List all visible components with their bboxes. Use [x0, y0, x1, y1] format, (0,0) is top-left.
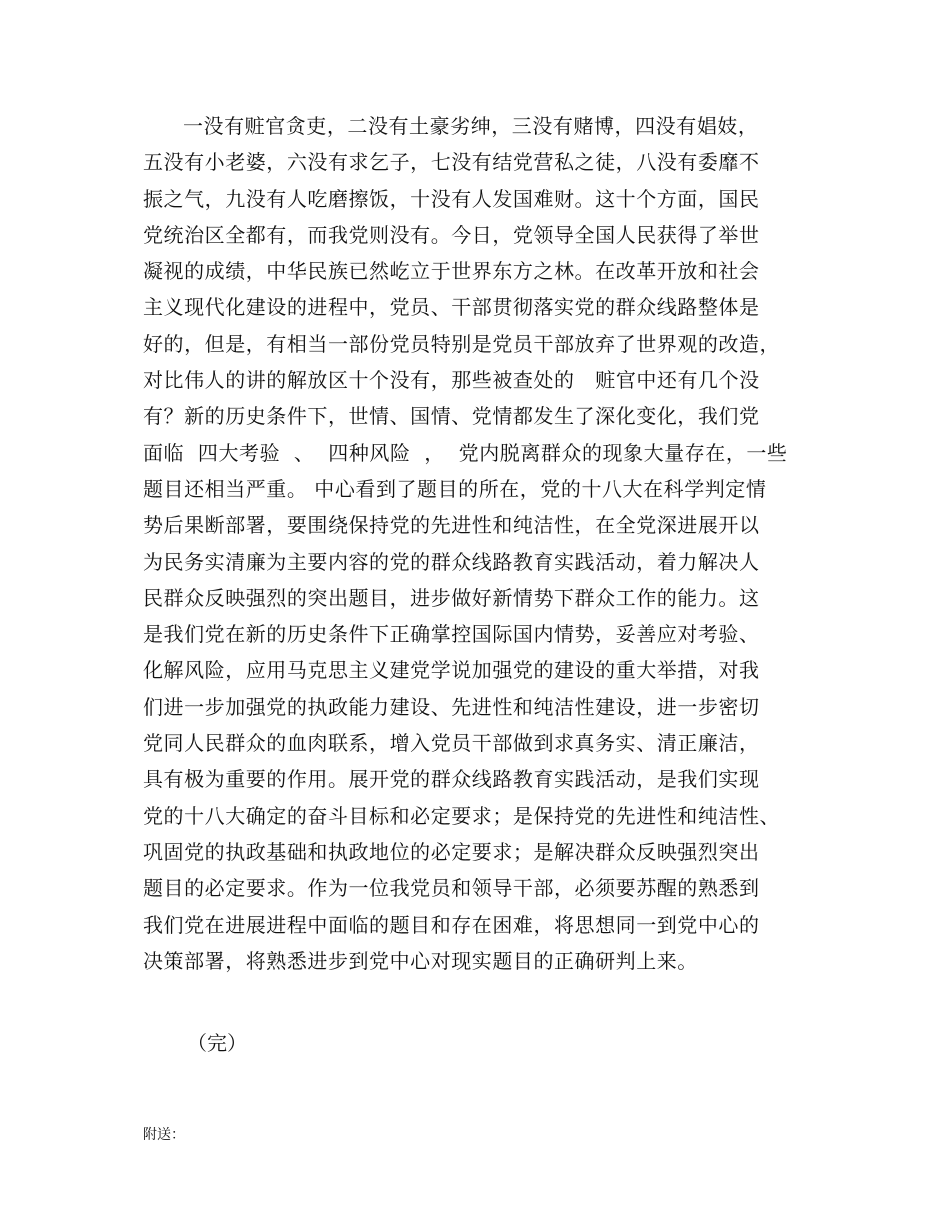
text-line: 化解风险，应用马克思主义建党学说加强党的建设的重大举措，对我 — [143, 658, 760, 683]
text-line: 巩固党的执政基础和执政地位的必定要求；是解决群众反映强烈突出 — [143, 839, 760, 864]
closing-mark: （完） — [187, 1031, 247, 1055]
text-line: 对比伟人的讲的解放区十个没有，那些被查处的 赃官中还有几个没 — [143, 368, 760, 393]
text-line: 是我们党在新的历史条件下正确掌控国际国内情势，妥善应对考验、 — [143, 622, 760, 647]
text-line: 具有极为重要的作用。展开党的群众线路教育实践活动，是我们实现 — [143, 767, 760, 792]
text-line: 五没有小老婆，六没有求乞子，七没有结党营私之徒，八没有委靡不 — [143, 150, 760, 175]
text-line: 党同人民群众的血肉联系，增入党员干部做到求真务实、清正廉洁， — [143, 731, 760, 756]
text-line: 党的十八大确定的奋斗目标和必定要求；是保持党的先进性和纯洁性、 — [143, 803, 781, 828]
text-line: 好的，但是，有相当一部份党员特别是党员干部放弃了世界观的改造， — [143, 331, 781, 356]
text-line: 题目还相当严重。 中心看到了题目的所在，党的十八大在科学判定情 — [143, 476, 767, 501]
text-line: 为民务实清廉为主要内容的党的群众线路教育实践活动，着力解决人 — [143, 549, 760, 574]
text-line: 民群众反映强烈的突出题目，进步做好新情势下群众工作的能力。这 — [143, 585, 760, 610]
body-paragraph — [143, 108, 843, 979]
text-line: 振之气，九没有人吃磨擦饭，十没有人发国难财。这十个方面，国民 — [143, 186, 760, 211]
text-line: 面临 四大考验 、 四种风险 ， 党内脱离群众的现象大量存在，一些 — [143, 440, 788, 465]
text-line: 党统治区全都有，而我党则没有。今日，党领导全国人民获得了举世 — [143, 222, 760, 247]
text-line: 题目的必定要求。作为一位我党员和领导干部，必须要苏醒的熟悉到 — [143, 876, 760, 901]
text-line: 我们党在进展进程中面临的题目和存在困难，将思想同一到党中心的 — [143, 912, 760, 937]
text-line: 主义现代化建设的进程中，党员、干部贯彻落实党的群众线路整体是 — [143, 295, 760, 320]
text-line: 们进一步加强党的执政能力建设、先进性和纯洁性建设，进一步密切 — [143, 694, 760, 719]
text-line: 决策部署，将熟悉进步到党中心对现实题目的正确研判上来。 — [143, 948, 698, 973]
text-line: 凝视的成绩，中华民族已然屹立于世界东方之林。在改革开放和社会 — [143, 259, 760, 284]
attachment-label: 附送： — [143, 1127, 185, 1143]
text-line: 有？新的历史条件下，世情、国情、党情都发生了深化变化，我们党 — [143, 404, 760, 429]
text-line: 一没有赃官贪吏，二没有土豪劣绅，三没有赌博，四没有娼妓， — [183, 114, 759, 138]
text-line: 势后果断部署，要围绕保持党的先进性和纯洁性，在全党深进展开以 — [143, 513, 760, 538]
